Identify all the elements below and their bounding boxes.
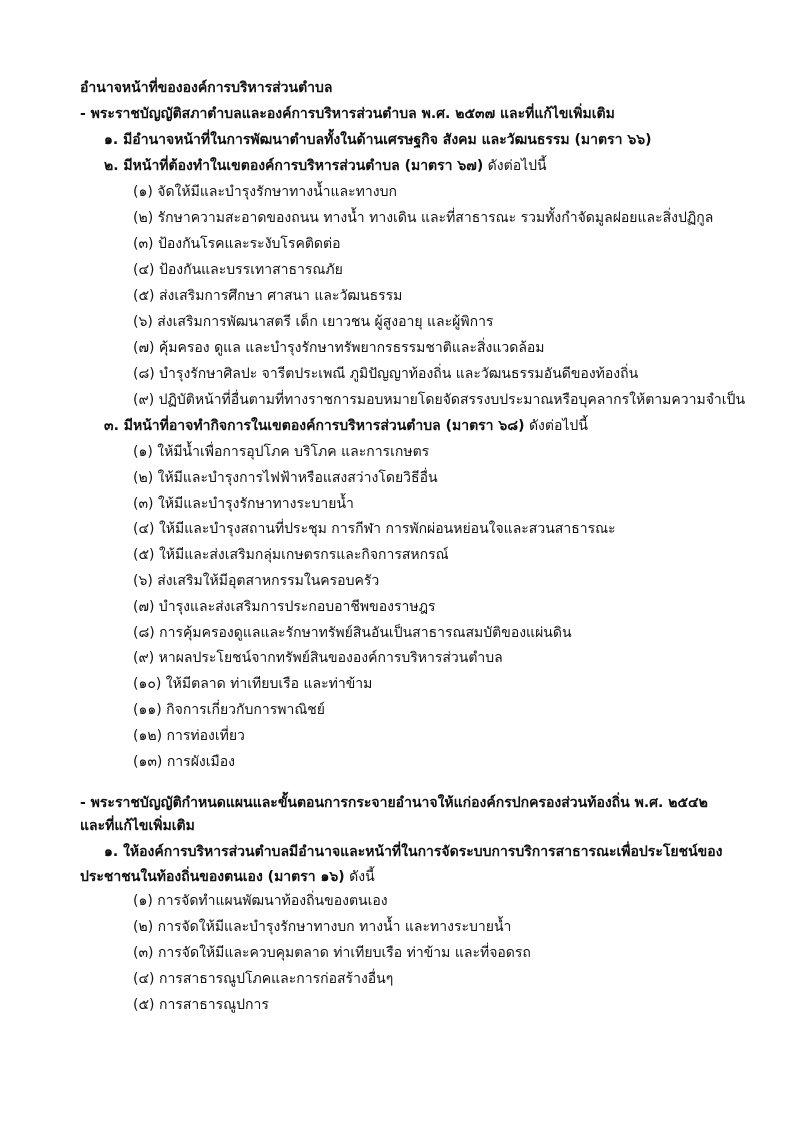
- act1-title: - พระราชบัญญัติสภาตำบลและองค์การบริหารส่วนตำบล พ.ศ. ๒๕๓๗ และที่แก้ไขเพิ่มเติม: [80, 106, 615, 122]
- act1-section2-item: (๑) จัดให้มีและบำรุงรักษาทางน้ำและทางบก: [133, 184, 397, 200]
- act1-section3-item: (๒) ให้มีและบำรุงการไฟฟ้าหรือแสงสว่างโดยวิธีอื่น: [133, 469, 438, 486]
- act1-section3-item: (๙) หาผลประโยชน์จากทรัพย์สินขององค์การบริหารส่วนตำบล: [133, 650, 503, 667]
- act1-section2-item: (๕) ส่งเสริมการศึกษา ศาสนา และวัฒนธรรม: [133, 288, 403, 304]
- act1-section2-title-main: ๒. มีหน้าที่ต้องทำในเขตองค์การบริหารส่วนตำบล (มาตรา ๖๗): [104, 158, 484, 174]
- act2-section1-item: (๕) การสาธารณูปการ: [133, 997, 269, 1013]
- act2-section1-item: (๒) การจัดให้มีและบำรุงรักษาทางบก ทางน้ำ และทางระบายน้ำ: [133, 919, 512, 935]
- act1-section1: ๑. มีอำนาจหน้าที่ในการพัฒนาตำบลทั้งในด้านเศรษฐกิจ สังคม และวัฒนธรรม (มาตรา ๖๖): [104, 132, 652, 148]
- act1-section3-item: (๑๓) การผังเมือง: [133, 753, 235, 770]
- act2-section1-title-line2: [80, 867, 375, 887]
- act2-section1-item: (๓) การจัดให้มีและควบคุมตลาด ท่าเทียบเรือ ท่าข้าม และที่จอดรถ: [133, 945, 531, 961]
- act2-section1-title-line1: ๑. ให้องค์การบริหารส่วนตำบลมีอำนาจและหน้าที่ในการจัดระบบการบริการสาธารณะเพื่อประโยชน์ของ: [104, 844, 723, 860]
- act1-section2-item: (๒) รักษาความสะอาดของถนน ทางน้ำ ทางเดิน และที่สาธารณะ รวมทั้งกำจัดมูลฝอยและสิ่งปฏิกูล: [133, 210, 714, 226]
- act1-section3-item: (๔) ให้มีและบำรุงสถานที่ประชุม การกีฬา การพักผ่อนหย่อนใจและสวนสาธารณะ: [133, 521, 616, 538]
- act1-section3-item: (๑๑) กิจการเกี่ยวกับการพาณิชย์: [133, 702, 326, 718]
- act1-section3-item: (๑๐) ให้มีตลาด ท่าเทียบเรือ และท่าข้าม: [133, 676, 373, 693]
- act2-title-line1: - พระราชบัญญัติกำหนดแผนและขั้นตอนการกระจายอำนาจให้แก่องค์กรปกครองส่วนท้องถิ่น พ.ศ. ๒๕๔๒: [80, 795, 708, 811]
- act1-section3-title-suffix: ดังต่อไปนี้: [524, 418, 588, 434]
- act1-section3-item: (๕) ให้มีและส่งเสริมกลุ่มเกษตรกรและกิจการสหกรณ์: [133, 547, 449, 564]
- act2-section1-item: (๔) การสาธารณูปโภคและการก่อสร้างอื่นๆ: [133, 971, 394, 987]
- act2-section1-item: (๑) การจัดทำแผนพัฒนาท้องถิ่นของตนเอง: [133, 893, 388, 909]
- act1-section3-title-main: ๓. มีหน้าที่อาจทำกิจการในเขตองค์การบริหารส่วนตำบล (มาตรา ๖๘): [104, 418, 525, 434]
- act2-section1-title-line2-suffix: ดังนี้: [344, 869, 375, 885]
- act1-section3-item: (๘) การคุ้มครองดูแลและรักษาทรัพย์สินอันเป็นสาธารณสมบัติของแผ่นดิน: [133, 624, 572, 641]
- act1-section2-item: (๖) ส่งเสริมการพัฒนาสตรี เด็ก เยาวชน ผู้สูงอายุ และผู้พิการ: [133, 314, 494, 330]
- act1-section3-item: (๑๒) การท่องเที่ยว: [133, 727, 245, 744]
- act1-section2-item: (๘) บำรุงรักษาศิลปะ จารีตประเพณี ภูมิปัญญาท้องถิ่น และวัฒนธรรมอันดีของท้องถิ่น: [133, 366, 639, 382]
- act1-section2-item: (๗) คุ้มครอง ดูแล และบำรุงรักษาทรัพยากรธรรมชาติและสิ่งแวดล้อม: [133, 340, 545, 356]
- act2-title-line2: และที่แก้ไขเพิ่มเติม: [80, 818, 195, 834]
- act1-section2-item: (๔) ป้องกันและบรรเทาสาธารณภัย: [133, 262, 343, 278]
- page-heading: อำนาจหน้าที่ขององค์การบริหารส่วนตำบล: [80, 80, 333, 96]
- act1-section2-item: (๙) ปฏิบัติหน้าที่อื่นตามที่ทางราชการมอบหมายโดยจัดสรรงบประมาณหรือบุคลากรให้ตามความจำเป็น: [133, 392, 746, 408]
- act1-section3-item: (๓) ให้มีและบำรุงรักษาทางระบายน้ำ: [133, 495, 354, 512]
- act1-section3-title: [104, 416, 588, 436]
- act1-section3-item: (๖) ส่งเสริมให้มีอุตสาหกรรมในครอบครัว: [133, 573, 380, 589]
- act1-section3-item: (๗) บำรุงและส่งเสริมการประกอบอาชีพของราษฎร: [133, 598, 436, 615]
- act1-section2-title-suffix: ดังต่อไปนี้: [483, 158, 547, 174]
- act1-section2-title: [104, 156, 547, 176]
- act1-section3-item: (๑) ให้มีน้ำเพื่อการอุปโภค บริโภค และการเกษตร: [133, 444, 430, 460]
- act1-section2-item: (๓) ป้องกันโรคและระงับโรคติดต่อ: [133, 236, 341, 252]
- act2-section1-title-line2-main: ประชาชนในท้องถิ่นของตนเอง (มาตรา ๑๖): [80, 869, 345, 885]
